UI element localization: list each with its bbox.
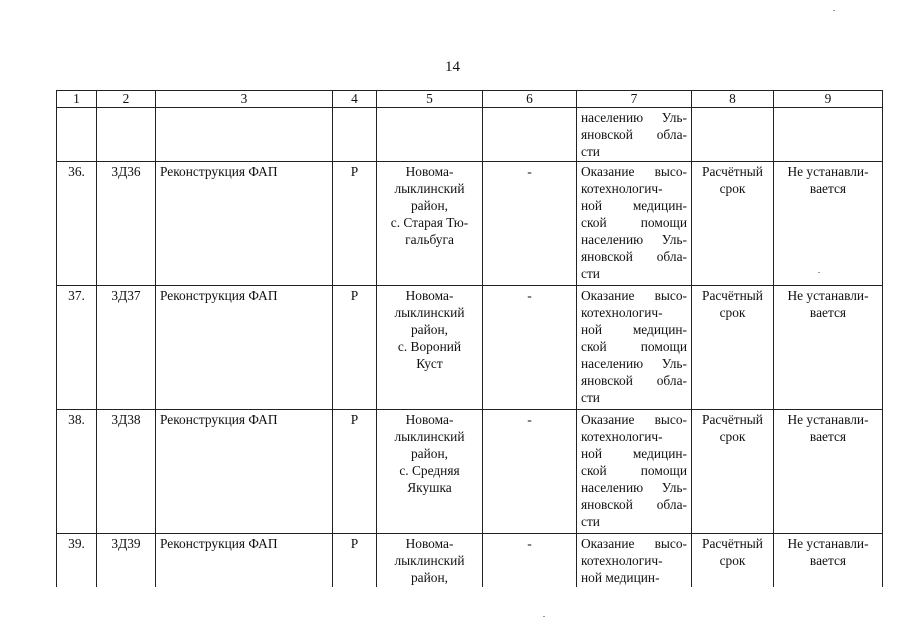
location-line: с. Средняя	[399, 463, 460, 478]
purpose-line: Оказание высо-	[581, 412, 687, 427]
cell-term	[692, 534, 774, 588]
header-cell: 5	[377, 91, 483, 108]
purpose-line: ной медицин-	[581, 322, 687, 337]
cell-term	[692, 162, 774, 286]
term-line: срок	[719, 429, 746, 444]
cell-location	[377, 534, 483, 588]
col9-line: Не устанавли-	[787, 412, 869, 427]
header-cell: 8	[692, 91, 774, 108]
purpose-line: котехнологич-	[581, 553, 663, 568]
term-line: срок	[719, 553, 746, 568]
header-row	[57, 91, 883, 108]
cell-purpose	[577, 162, 692, 286]
purpose-line: котехнологич-	[581, 305, 663, 320]
col9-line: Не устанавли-	[787, 536, 869, 551]
cell-col9	[774, 108, 883, 162]
location-line: Якушка	[407, 480, 452, 495]
term-line: Расчётный	[702, 536, 763, 551]
cell-location	[377, 286, 483, 410]
purpose-line: яновской обла-	[581, 249, 687, 264]
col9-line: Не устанавли-	[787, 164, 869, 179]
col9-line: вается	[809, 429, 847, 444]
purpose-line: Оказание высо-	[581, 164, 687, 179]
cell-name: Реконструкция ФАП	[156, 534, 333, 588]
location-line: с. Старая Тю-	[390, 215, 469, 230]
header-cell: 7	[577, 91, 692, 108]
cell-code: 3Д36	[97, 162, 156, 286]
cell-name	[156, 108, 333, 162]
cell-num: 37.	[57, 286, 97, 410]
purpose-line: котехнологич-	[581, 429, 663, 444]
purpose-line: ской помощи	[581, 215, 687, 230]
purpose-line: ной медицин-	[581, 570, 660, 585]
cell-type: Р	[333, 410, 377, 534]
purpose-line: ской помощи	[581, 339, 687, 354]
location-line: гальбуга	[405, 232, 454, 247]
purpose-line: Оказание высо-	[581, 536, 687, 551]
term-line: Расчётный	[702, 164, 763, 179]
purpose-line: населению Уль-	[581, 480, 687, 495]
cell-col6: -	[483, 286, 577, 410]
cell-location	[377, 108, 483, 162]
purpose-line: котехнологич-	[581, 181, 663, 196]
header-cell: 1	[57, 91, 97, 108]
page-number: 14	[445, 59, 460, 75]
purpose-line: сти	[581, 514, 600, 529]
location-line: район,	[410, 570, 448, 585]
cell-name: Реконструкция ФАП	[156, 286, 333, 410]
cell-term	[692, 286, 774, 410]
table-row	[57, 286, 883, 410]
cell-col6: -	[483, 534, 577, 588]
header-cell: 3	[156, 91, 333, 108]
purpose-line: сти	[581, 266, 600, 281]
cell-type: Р	[333, 162, 377, 286]
cell-name: Реконструкция ФАП	[156, 162, 333, 286]
col9-line: вается	[809, 181, 847, 196]
cell-name: Реконструкция ФАП	[156, 410, 333, 534]
cell-col6	[483, 108, 577, 162]
table-row	[57, 534, 883, 588]
purpose-line: ной медицин-	[581, 446, 687, 461]
cell-col6: -	[483, 410, 577, 534]
location-line: лыклинский	[394, 305, 465, 320]
purpose-line: сти	[581, 144, 600, 159]
purpose-line: населению Уль-	[581, 110, 687, 125]
table-row	[57, 410, 883, 534]
cell-term	[692, 108, 774, 162]
location-line: лыклинский	[394, 181, 465, 196]
purpose-line: населению Уль-	[581, 232, 687, 247]
purpose-line: сти	[581, 390, 600, 405]
term-line: Расчётный	[702, 288, 763, 303]
cell-location	[377, 410, 483, 534]
location-line: с. Вороний	[397, 339, 462, 354]
cell-code: 3Д38	[97, 410, 156, 534]
table-row	[57, 162, 883, 286]
purpose-line: Оказание высо-	[581, 288, 687, 303]
location-line: Новома-	[405, 288, 454, 303]
location-line: Куст	[416, 356, 443, 371]
cell-code: 3Д37	[97, 286, 156, 410]
location-line: лыклинский	[394, 553, 465, 568]
purpose-line: яновской обла-	[581, 497, 687, 512]
scan-speck	[543, 616, 545, 617]
cell-code: 3Д39	[97, 534, 156, 588]
location-line: лыклинский	[394, 429, 465, 444]
cell-purpose	[577, 108, 692, 162]
cell-num: 38.	[57, 410, 97, 534]
cell-type: Р	[333, 286, 377, 410]
header-cell: 2	[97, 91, 156, 108]
header-cell: 9	[774, 91, 883, 108]
cell-type	[333, 108, 377, 162]
col9-line: Не устанавли-	[787, 288, 869, 303]
term-line: Расчётный	[702, 412, 763, 427]
term-line: срок	[719, 305, 746, 320]
cell-col9	[774, 534, 883, 588]
cell-num: 36.	[57, 162, 97, 286]
location-line: район,	[410, 322, 448, 337]
cell-location	[377, 162, 483, 286]
purpose-line: населению Уль-	[581, 356, 687, 371]
cell-type: Р	[333, 534, 377, 588]
location-line: Новома-	[405, 164, 454, 179]
cell-purpose	[577, 410, 692, 534]
purpose-line: яновской обла-	[581, 373, 687, 388]
location-line: район,	[410, 446, 448, 461]
header-cell: 4	[333, 91, 377, 108]
cell-num	[57, 108, 97, 162]
cell-purpose	[577, 534, 692, 588]
cell-col9	[774, 162, 883, 286]
purpose-line: ной медицин-	[581, 198, 687, 213]
location-line: район,	[410, 198, 448, 213]
cell-term	[692, 410, 774, 534]
location-line: Новома-	[405, 412, 454, 427]
scan-speck	[833, 10, 835, 11]
col9-line: вается	[809, 553, 847, 568]
cell-code	[97, 108, 156, 162]
cell-col9	[774, 410, 883, 534]
scan-speck	[818, 272, 820, 273]
cell-num: 39.	[57, 534, 97, 588]
continuation-row	[57, 108, 883, 162]
location-line: Новома-	[405, 536, 454, 551]
cell-col6: -	[483, 162, 577, 286]
cell-purpose	[577, 286, 692, 410]
cell-col9	[774, 286, 883, 410]
purpose-line: ской помощи	[581, 463, 687, 478]
term-line: срок	[719, 181, 746, 196]
col9-line: вается	[809, 305, 847, 320]
purpose-line: яновской обла-	[581, 127, 687, 142]
header-cell: 6	[483, 91, 577, 108]
register-table	[56, 90, 883, 587]
